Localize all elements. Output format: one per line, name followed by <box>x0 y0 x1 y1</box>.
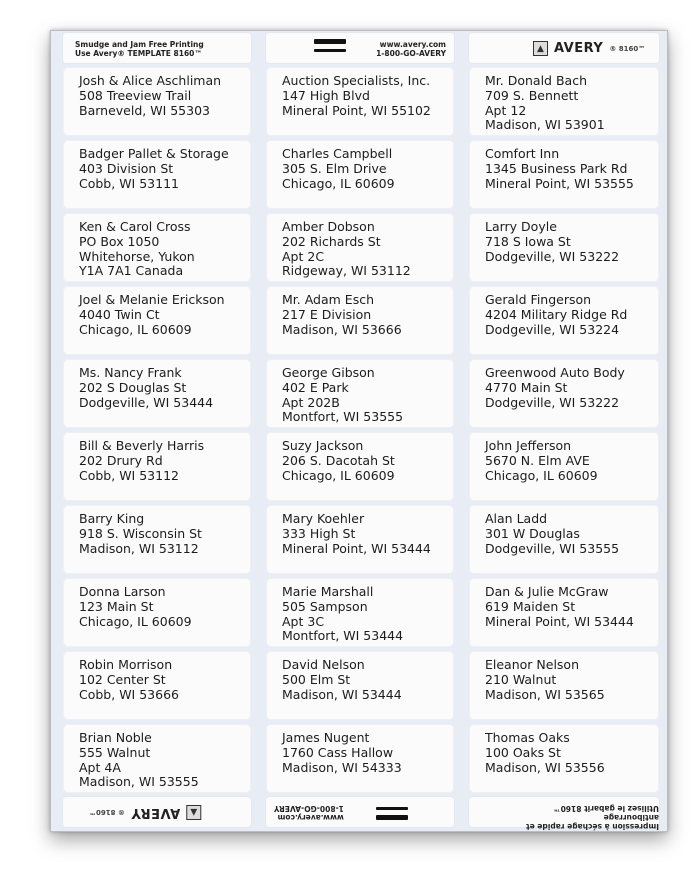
address-line: Apt 12 <box>485 102 527 118</box>
address-line: Mineral Point, WI 55102 <box>282 102 431 118</box>
footer-strip-left <box>63 797 251 827</box>
address-label[interactable] <box>266 213 454 282</box>
address-line: Barneveld, WI 55303 <box>79 102 210 118</box>
address-line: Madison, WI 53565 <box>485 686 605 702</box>
address-line: Whitehorse, Yukon <box>79 248 195 264</box>
address-line: Chicago, IL 60609 <box>79 321 192 337</box>
address-label[interactable] <box>469 140 659 209</box>
address-line: Madison, WI 53901 <box>485 117 605 133</box>
address-line: Montfort, WI 53555 <box>282 409 404 425</box>
address-line: 206 S. Dacotah St <box>282 452 395 468</box>
brand-name: AVERY <box>554 41 604 56</box>
address-label[interactable] <box>63 286 251 355</box>
address-label[interactable] <box>469 67 659 136</box>
address-label[interactable] <box>266 432 454 501</box>
double-bar-mark-icon <box>376 807 408 820</box>
address-line: 333 High St <box>282 525 356 541</box>
model-number: 8160™ <box>89 808 116 817</box>
recipient-name: Barry King <box>79 511 145 526</box>
address-line: 217 E Division <box>282 306 372 322</box>
footer-tagline-fr: Impression à séchage rapide et antibourrage <box>526 813 659 831</box>
address-label[interactable] <box>63 578 251 647</box>
address-line: 123 Main St <box>79 598 154 614</box>
address-label[interactable] <box>469 213 659 282</box>
model-number: 8160™ <box>618 44 646 53</box>
address-line: 202 Drury Rd <box>79 452 163 468</box>
address-line: 4204 Military Ridge Rd <box>485 306 628 322</box>
address-line: Madison, WI 53556 <box>485 759 605 775</box>
recipient-name: Mary Koehler <box>282 511 365 526</box>
address-line: Chicago, IL 60609 <box>485 467 598 483</box>
address-line: 4770 Main St <box>485 379 568 395</box>
recipient-name: Mr. Donald Bach <box>485 73 587 88</box>
address-line: Apt 2C <box>282 248 325 264</box>
address-label[interactable] <box>469 578 659 647</box>
address-line: 505 Sampson <box>282 598 368 614</box>
address-label[interactable] <box>63 724 251 793</box>
address-label[interactable] <box>266 505 454 574</box>
address-line: 1760 Cass Hallow <box>282 744 394 760</box>
address-line: Mineral Point, WI 53555 <box>485 175 634 191</box>
address-line: 305 S. Elm Drive <box>282 160 387 176</box>
address-line: Apt 202B <box>282 394 340 410</box>
avery-triangle-logo-icon: ▲ <box>186 805 201 820</box>
address-line: 619 Maiden St <box>485 598 576 614</box>
address-line: 100 Oaks St <box>485 744 561 760</box>
address-label[interactable] <box>266 651 454 720</box>
address-line: 555 Walnut <box>79 744 151 760</box>
recipient-name: Ken & Carol Cross <box>79 219 191 234</box>
recipient-name: Suzy Jackson <box>282 438 364 453</box>
address-label[interactable] <box>63 505 251 574</box>
footer-phone: 1-800-GO-AVERY <box>274 804 344 813</box>
address-line: 4040 Twin Ct <box>79 306 160 322</box>
address-line: 301 W Douglas <box>485 525 580 541</box>
recipient-name: Dan & Julie McGraw <box>485 584 609 599</box>
address-line: Chicago, IL 60609 <box>79 613 192 629</box>
address-line: 402 E Park <box>282 379 349 395</box>
address-line: 202 Richards St <box>282 233 381 249</box>
footer-url: www.avery.com <box>277 813 344 822</box>
recipient-name: Mr. Adam Esch <box>282 292 375 307</box>
header-url: www.avery.com <box>379 40 446 49</box>
address-label[interactable] <box>469 432 659 501</box>
recipient-name: Brian Noble <box>79 730 152 745</box>
address-label[interactable] <box>266 359 454 428</box>
recipient-name: Robin Morrison <box>79 657 173 672</box>
recipient-name: John Jefferson <box>485 438 572 453</box>
address-label[interactable] <box>469 286 659 355</box>
avery-triangle-logo-icon: ▲ <box>533 41 548 56</box>
recipient-name: Alan Ladd <box>485 511 548 526</box>
address-line: Madison, WI 53555 <box>79 774 199 790</box>
double-bar-mark-icon <box>314 39 346 52</box>
address-line: Cobb, WI 53666 <box>79 686 179 702</box>
address-line: Mineral Point, WI 53444 <box>282 540 431 556</box>
address-line: Madison, WI 54333 <box>282 759 402 775</box>
recipient-name: Charles Campbell <box>282 146 393 161</box>
address-line: 718 S Iowa St <box>485 233 571 249</box>
address-label[interactable] <box>266 724 454 793</box>
address-line: 508 Treeview Trail <box>79 87 192 103</box>
header-tagline: Smudge and Jam Free Printing <box>75 40 204 49</box>
registered-mark: ® <box>609 44 617 53</box>
address-line: 500 Elm St <box>282 671 351 687</box>
recipient-name: Comfort Inn <box>485 146 560 161</box>
address-line: 5670 N. Elm AVE <box>485 452 590 468</box>
footer-template-note-fr: Utilisez le gabarit 8160™ <box>553 804 659 813</box>
address-line: Dodgeville, WI 53555 <box>485 540 620 556</box>
address-label[interactable] <box>63 140 251 209</box>
address-label[interactable] <box>469 724 659 793</box>
recipient-name: Bill & Beverly Harris <box>79 438 205 453</box>
address-line: 709 S. Bennett <box>485 87 579 103</box>
recipient-name: Larry Doyle <box>485 219 557 234</box>
address-line: 202 S Douglas St <box>79 379 187 395</box>
address-line: 210 Walnut <box>485 671 557 687</box>
address-label[interactable] <box>469 651 659 720</box>
address-line: Chicago, IL 60609 <box>282 467 395 483</box>
address-line: Apt 3C <box>282 613 325 629</box>
address-line: Madison, WI 53666 <box>282 321 402 337</box>
header-strip-left <box>63 33 251 63</box>
address-line: Dodgeville, WI 53444 <box>79 394 214 410</box>
recipient-name: Badger Pallet & Storage <box>79 146 229 161</box>
address-line: Cobb, WI 53112 <box>79 467 179 483</box>
address-line: Cobb, WI 53111 <box>79 175 179 191</box>
recipient-name: David Nelson <box>282 657 365 672</box>
address-line: Madison, WI 53444 <box>282 686 402 702</box>
recipient-name: Josh & Alice Aschliman <box>79 73 222 88</box>
address-line: Ridgeway, WI 53112 <box>282 263 411 279</box>
address-label[interactable] <box>266 578 454 647</box>
address-line: Apt 4A <box>79 759 121 775</box>
recipient-name: Auction Specialists, Inc. <box>282 73 431 88</box>
label-sheet <box>50 30 668 832</box>
address-line: Y1A 7A1 Canada <box>79 263 184 279</box>
recipient-name: Amber Dobson <box>282 219 375 234</box>
header-template-note: Use Avery® TEMPLATE 8160™ <box>75 49 202 58</box>
address-label[interactable] <box>266 140 454 209</box>
recipient-name: Greenwood Auto Body <box>485 365 625 380</box>
address-label[interactable] <box>63 432 251 501</box>
address-line: 403 Division St <box>79 160 174 176</box>
address-label[interactable] <box>469 505 659 574</box>
recipient-name: Gerald Fingerson <box>485 292 592 307</box>
recipient-name: George Gibson <box>282 365 375 380</box>
footer-strip-center <box>266 797 454 827</box>
address-label[interactable] <box>63 359 251 428</box>
address-line: 918 S. Wisconsin St <box>79 525 202 541</box>
address-line: Dodgeville, WI 53222 <box>485 394 620 410</box>
recipient-name: Marie Marshall <box>282 584 374 599</box>
address-label[interactable] <box>63 213 251 282</box>
address-label[interactable] <box>266 286 454 355</box>
address-line: PO Box 1050 <box>79 233 160 249</box>
recipient-name: Ms. Nancy Frank <box>79 365 182 380</box>
address-line: Chicago, IL 60609 <box>282 175 395 191</box>
header-phone: 1-800-GO-AVERY <box>376 49 446 58</box>
brand-name: AVERY <box>130 805 181 820</box>
address-label[interactable] <box>63 651 251 720</box>
address-line: Mineral Point, WI 53444 <box>485 613 634 629</box>
address-line: Montfort, WI 53444 <box>282 628 404 644</box>
recipient-name: Thomas Oaks <box>485 730 570 745</box>
recipient-name: James Nugent <box>282 730 370 745</box>
recipient-name: Eleanor Nelson <box>485 657 580 672</box>
footer-strip-right <box>469 797 659 831</box>
address-line: 102 Center St <box>79 671 166 687</box>
address-line: Dodgeville, WI 53224 <box>485 321 620 337</box>
registered-mark: ® <box>117 808 125 817</box>
recipient-name: Donna Larson <box>79 584 166 599</box>
header-strip-center <box>266 33 454 63</box>
address-line: Dodgeville, WI 53222 <box>485 248 620 264</box>
recipient-name: Joel & Melanie Erickson <box>79 292 225 307</box>
header-strip-right <box>469 33 659 63</box>
address-label[interactable] <box>266 67 454 136</box>
address-line: Madison, WI 53112 <box>79 540 199 556</box>
address-label[interactable] <box>63 67 251 136</box>
address-line: 147 High Blvd <box>282 87 370 103</box>
address-label[interactable] <box>469 359 659 428</box>
address-line: 1345 Business Park Rd <box>485 160 628 176</box>
